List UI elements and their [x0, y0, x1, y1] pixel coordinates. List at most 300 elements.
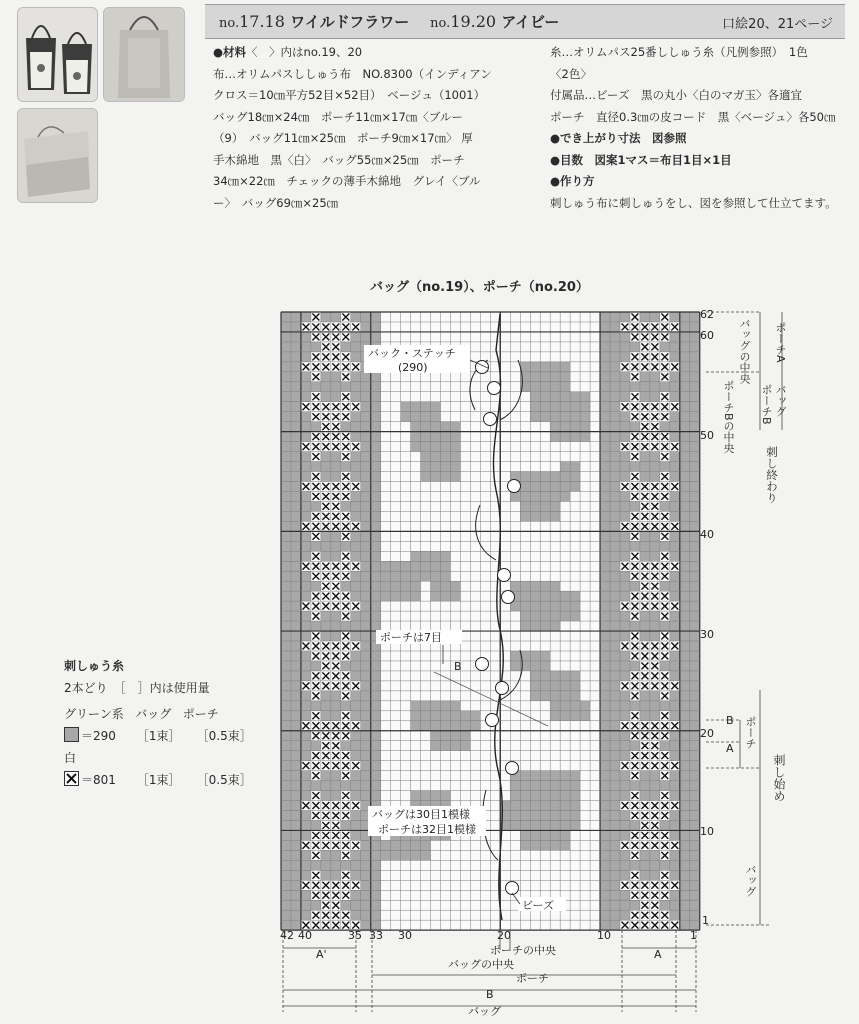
border-cell — [610, 581, 620, 591]
border-cell — [610, 641, 620, 651]
band-cell — [630, 342, 640, 352]
border-cell — [680, 541, 690, 551]
border-cell — [281, 392, 291, 402]
border-cell — [680, 741, 690, 751]
border-cell — [371, 511, 381, 521]
border-cell — [680, 551, 690, 561]
bag-center-label: バッグの中央 — [448, 958, 514, 971]
band-cell — [640, 392, 650, 402]
border-cell — [291, 392, 301, 402]
border-cell — [361, 511, 371, 521]
border-cell — [610, 472, 620, 482]
band-cell — [620, 771, 630, 781]
band-cell — [660, 621, 670, 631]
border-cell — [680, 352, 690, 362]
band-cell — [301, 422, 311, 432]
border-cell — [291, 511, 301, 521]
band-cell — [351, 581, 361, 591]
border-cell — [610, 791, 620, 801]
border-cell — [281, 641, 291, 651]
band-cell — [620, 501, 630, 511]
legend-head-bag: バッグ — [135, 707, 172, 721]
band-cell — [620, 591, 630, 601]
band-cell — [301, 870, 311, 880]
border-cell — [291, 830, 301, 840]
band-cell — [301, 382, 311, 392]
band-cell — [670, 671, 680, 681]
band-cell — [660, 382, 670, 392]
band-cell — [301, 491, 311, 501]
border-cell — [680, 721, 690, 731]
band-cell — [341, 342, 351, 352]
border-cell — [690, 671, 700, 681]
border-cell — [361, 890, 371, 900]
border-cell — [600, 671, 610, 681]
band-cell — [351, 890, 361, 900]
border-cell — [281, 432, 291, 442]
border-cell — [281, 731, 291, 741]
border-cell — [371, 860, 381, 870]
border-cell — [600, 322, 610, 332]
b-mark: B — [454, 660, 462, 673]
border-cell — [291, 651, 301, 661]
border-cell — [291, 910, 301, 920]
band-cell — [321, 531, 331, 541]
band-cell — [351, 382, 361, 392]
border-cell — [371, 432, 381, 442]
border-cell — [680, 801, 690, 811]
band-cell — [670, 900, 680, 910]
x-tick-1: 1 — [690, 929, 697, 942]
border-cell — [371, 651, 381, 661]
band-cell — [670, 551, 680, 561]
band-cell — [670, 830, 680, 840]
materials-heading-note: 〈 〉内はno.19、20 — [246, 45, 363, 59]
border-cell — [690, 332, 700, 342]
border-cell — [371, 392, 381, 402]
border-cell — [361, 631, 371, 641]
border-cell — [281, 511, 291, 521]
border-cell — [281, 352, 291, 362]
border-cell — [371, 751, 381, 761]
border-cell — [371, 870, 381, 880]
border-cell — [610, 491, 620, 501]
band-cell — [620, 711, 630, 721]
band-cell — [620, 531, 630, 541]
border-cell — [281, 840, 291, 850]
band-cell — [321, 791, 331, 801]
band-cell — [301, 611, 311, 621]
border-cell — [361, 850, 371, 860]
band-cell — [311, 900, 321, 910]
border-cell — [281, 382, 291, 392]
band-cell — [670, 850, 680, 860]
border-cell — [690, 352, 700, 362]
border-cell — [690, 571, 700, 581]
bag-vertical-2: バッグ — [744, 864, 757, 897]
border-cell — [600, 701, 610, 711]
pattern-number-2: 19.20 — [450, 12, 497, 31]
band-cell — [670, 691, 680, 701]
border-cell — [281, 860, 291, 870]
border-cell — [680, 751, 690, 761]
band-cell — [660, 462, 670, 472]
border-cell — [361, 761, 371, 771]
border-cell — [291, 731, 301, 741]
border-cell — [690, 481, 700, 491]
x-tick-30: 30 — [398, 929, 412, 942]
band-cell — [351, 811, 361, 821]
band-cell — [301, 452, 311, 462]
border-cell — [291, 701, 301, 711]
band-cell — [301, 741, 311, 751]
border-cell — [610, 731, 620, 741]
border-cell — [600, 830, 610, 840]
band-cell — [321, 781, 331, 791]
legend-pouch-amount-801: ［0.5束］ — [196, 773, 252, 787]
border-cell — [371, 442, 381, 452]
border-cell — [680, 511, 690, 521]
band-cell — [620, 342, 630, 352]
border-cell — [371, 322, 381, 332]
legend-title: 刺しゅう糸 — [64, 659, 125, 673]
band-cell — [321, 711, 331, 721]
border-cell — [610, 860, 620, 870]
border-cell — [291, 472, 301, 482]
band-cell — [620, 372, 630, 382]
band-cell — [640, 691, 650, 701]
band-cell — [351, 651, 361, 661]
band-cell — [301, 352, 311, 362]
border-cell — [371, 472, 381, 482]
bead-circle — [506, 882, 519, 895]
band-cell — [650, 611, 660, 621]
border-cell — [690, 651, 700, 661]
border-cell — [610, 840, 620, 850]
border-cell — [361, 402, 371, 412]
band-cell — [650, 541, 660, 551]
band-cell — [620, 900, 630, 910]
band-cell — [620, 412, 630, 422]
pouch-center-label: ポーチの中央 — [490, 944, 556, 957]
border-cell — [361, 472, 371, 482]
border-cell — [281, 581, 291, 591]
legend-white-label: 白 — [64, 751, 77, 765]
band-cell — [630, 900, 640, 910]
band-cell — [351, 452, 361, 462]
border-cell — [610, 362, 620, 372]
border-cell — [600, 402, 610, 412]
band-cell — [301, 651, 311, 661]
band-cell — [670, 491, 680, 501]
band-cell — [650, 462, 660, 472]
border-cell — [680, 372, 690, 382]
border-cell — [361, 621, 371, 631]
border-cell — [610, 422, 620, 432]
border-cell — [291, 382, 301, 392]
border-cell — [610, 541, 620, 551]
border-cell — [690, 631, 700, 641]
band-cell — [301, 631, 311, 641]
border-cell — [361, 870, 371, 880]
border-cell — [680, 711, 690, 721]
band-cell — [311, 621, 321, 631]
band-cell — [351, 352, 361, 362]
band-cell — [620, 890, 630, 900]
band-cell — [331, 531, 341, 541]
border-cell — [291, 571, 301, 581]
band-cell — [650, 691, 660, 701]
band-cell — [311, 382, 321, 392]
border-cell — [600, 481, 610, 491]
bead-circle — [496, 682, 509, 695]
band-cell — [301, 820, 311, 830]
border-cell — [690, 472, 700, 482]
legend-pouch-amount-290: ［0.5束］ — [196, 729, 252, 743]
border-cell — [690, 581, 700, 591]
band-cell — [640, 771, 650, 781]
band-cell — [311, 741, 321, 751]
band-cell — [660, 741, 670, 751]
green-swatch-icon — [64, 727, 79, 742]
border-cell — [690, 811, 700, 821]
border-cell — [291, 561, 301, 571]
border-cell — [361, 900, 371, 910]
border-cell — [690, 661, 700, 671]
materials-line: バッグ18㎝×24㎝ ポーチ11㎝×17㎝〈ブルー — [213, 109, 463, 124]
border-cell — [361, 412, 371, 422]
accessories-line: 付属品…ビーズ 黒の丸小〈白のマガ玉〉各適宜 — [550, 88, 802, 102]
band-cell — [640, 462, 650, 472]
band-cell — [311, 541, 321, 551]
band-cell — [620, 462, 630, 472]
right-b-label: B — [726, 714, 734, 727]
thread-line: 糸…オリムパス25番ししゅう糸（凡例参照） 1色 — [550, 45, 808, 59]
border-cell — [281, 551, 291, 561]
border-cell — [281, 811, 291, 821]
border-cell — [361, 452, 371, 462]
back-stitch-label: バック・ステッチ — [368, 347, 456, 360]
x-tick-10: 10 — [597, 929, 611, 942]
band-cell — [650, 791, 660, 801]
border-cell — [371, 551, 381, 561]
band-cell — [650, 850, 660, 860]
border-cell — [680, 840, 690, 850]
border-cell — [361, 501, 371, 511]
band-cell — [620, 631, 630, 641]
border-cell — [600, 870, 610, 880]
band-cell — [620, 781, 630, 791]
x-tick-42: 42 — [280, 929, 294, 942]
band-cell — [301, 332, 311, 342]
border-cell — [690, 801, 700, 811]
border-cell — [610, 880, 620, 890]
border-cell — [361, 442, 371, 452]
band-cell — [351, 850, 361, 860]
band-cell — [620, 621, 630, 631]
border-cell — [610, 870, 620, 880]
band-cell — [321, 701, 331, 711]
border-cell — [680, 561, 690, 571]
border-cell — [610, 481, 620, 491]
border-cell — [291, 820, 301, 830]
border-cell — [600, 312, 610, 322]
border-cell — [361, 791, 371, 801]
border-cell — [291, 621, 301, 631]
border-cell — [690, 561, 700, 571]
band-cell — [351, 631, 361, 641]
band-cell — [670, 312, 680, 322]
border-cell — [291, 641, 301, 651]
border-cell — [600, 422, 610, 432]
band-cell — [301, 751, 311, 761]
band-cell — [630, 581, 640, 591]
x-tick-20: 20 — [497, 929, 511, 942]
materials-line: 34㎝×22㎝ チェックの薄手木綿地 グレイ〈ブル — [213, 174, 481, 188]
band-cell — [321, 631, 331, 641]
band-cell — [670, 501, 680, 511]
border-cell — [690, 890, 700, 900]
border-cell — [610, 521, 620, 531]
bead-circle — [486, 714, 499, 727]
border-cell — [680, 701, 690, 711]
border-cell — [680, 581, 690, 591]
band-cell — [640, 382, 650, 392]
band-cell — [620, 910, 630, 920]
band-cell — [321, 462, 331, 472]
border-cell — [610, 751, 620, 761]
band-cell — [670, 591, 680, 601]
x-tick-33: 33 — [369, 929, 383, 942]
band-cell — [650, 870, 660, 880]
border-cell — [600, 850, 610, 860]
border-cell — [680, 820, 690, 830]
border-cell — [361, 611, 371, 621]
border-cell — [371, 890, 381, 900]
border-cell — [600, 571, 610, 581]
band-cell — [630, 741, 640, 751]
band-cell — [620, 551, 630, 561]
border-cell — [291, 452, 301, 462]
border-cell — [361, 521, 371, 531]
border-cell — [600, 372, 610, 382]
band-cell — [331, 551, 341, 561]
band-cell — [351, 781, 361, 791]
border-cell — [680, 342, 690, 352]
border-cell — [600, 691, 610, 701]
border-cell — [690, 741, 700, 751]
border-cell — [600, 501, 610, 511]
border-cell — [600, 491, 610, 501]
border-cell — [680, 601, 690, 611]
border-cell — [600, 820, 610, 830]
border-cell — [291, 761, 301, 771]
band-cell — [331, 621, 341, 631]
band-cell — [640, 531, 650, 541]
border-cell — [291, 362, 301, 372]
border-cell — [610, 591, 620, 601]
border-cell — [690, 382, 700, 392]
band-cell — [650, 472, 660, 482]
border-cell — [361, 601, 371, 611]
border-cell — [690, 850, 700, 860]
border-cell — [690, 442, 700, 452]
border-cell — [680, 860, 690, 870]
band-cell — [630, 422, 640, 432]
border-cell — [680, 890, 690, 900]
band-cell — [650, 860, 660, 870]
border-cell — [680, 691, 690, 701]
band-cell — [630, 501, 640, 511]
leaf-block — [510, 581, 560, 611]
band-cell — [321, 850, 331, 860]
band-cell — [620, 651, 630, 661]
band-cell — [331, 701, 341, 711]
bag-repeat-label: バッグは30目1模様 — [372, 808, 470, 821]
border-cell — [371, 412, 381, 422]
border-cell — [361, 711, 371, 721]
border-cell — [371, 501, 381, 511]
right-a-label: A — [726, 742, 734, 755]
band-cell — [620, 392, 630, 402]
border-cell — [680, 322, 690, 332]
border-cell — [600, 751, 610, 761]
bead-circle — [484, 413, 497, 426]
b-width-label: B — [486, 988, 494, 1001]
border-cell — [680, 382, 690, 392]
border-cell — [600, 840, 610, 850]
materials-line: 布…オリムパスししゅう布 NO.8300（インディアン — [213, 66, 492, 81]
border-cell — [371, 312, 381, 322]
band-cell — [670, 791, 680, 801]
band-cell — [351, 571, 361, 581]
border-cell — [600, 900, 610, 910]
y-tick-60: 60 — [700, 329, 714, 342]
band-cell — [341, 462, 351, 472]
border-cell — [371, 671, 381, 681]
band-cell — [321, 611, 331, 621]
border-cell — [371, 402, 381, 412]
band-cell — [351, 372, 361, 382]
a-prime-label: A' — [316, 948, 327, 961]
band-cell — [351, 900, 361, 910]
border-cell — [281, 681, 291, 691]
band-cell — [351, 332, 361, 342]
band-cell — [351, 860, 361, 870]
band-cell — [321, 472, 331, 482]
band-cell — [620, 511, 630, 521]
thread-colors: 〈2色〉 — [550, 66, 592, 81]
band-cell — [620, 571, 630, 581]
border-cell — [281, 751, 291, 761]
band-cell — [640, 541, 650, 551]
legend-head-pouch: ポーチ — [182, 707, 219, 721]
band-cell — [620, 472, 630, 482]
band-cell — [650, 711, 660, 721]
border-cell — [361, 531, 371, 541]
border-cell — [690, 870, 700, 880]
border-cell — [291, 751, 301, 761]
border-cell — [610, 910, 620, 920]
band-cell — [670, 571, 680, 581]
border-cell — [690, 611, 700, 621]
border-cell — [680, 422, 690, 432]
band-cell — [301, 811, 311, 821]
pouch-width-label: ポーチ — [516, 972, 549, 985]
band-cell — [670, 771, 680, 781]
band-cell — [341, 501, 351, 511]
band-cell — [311, 422, 321, 432]
